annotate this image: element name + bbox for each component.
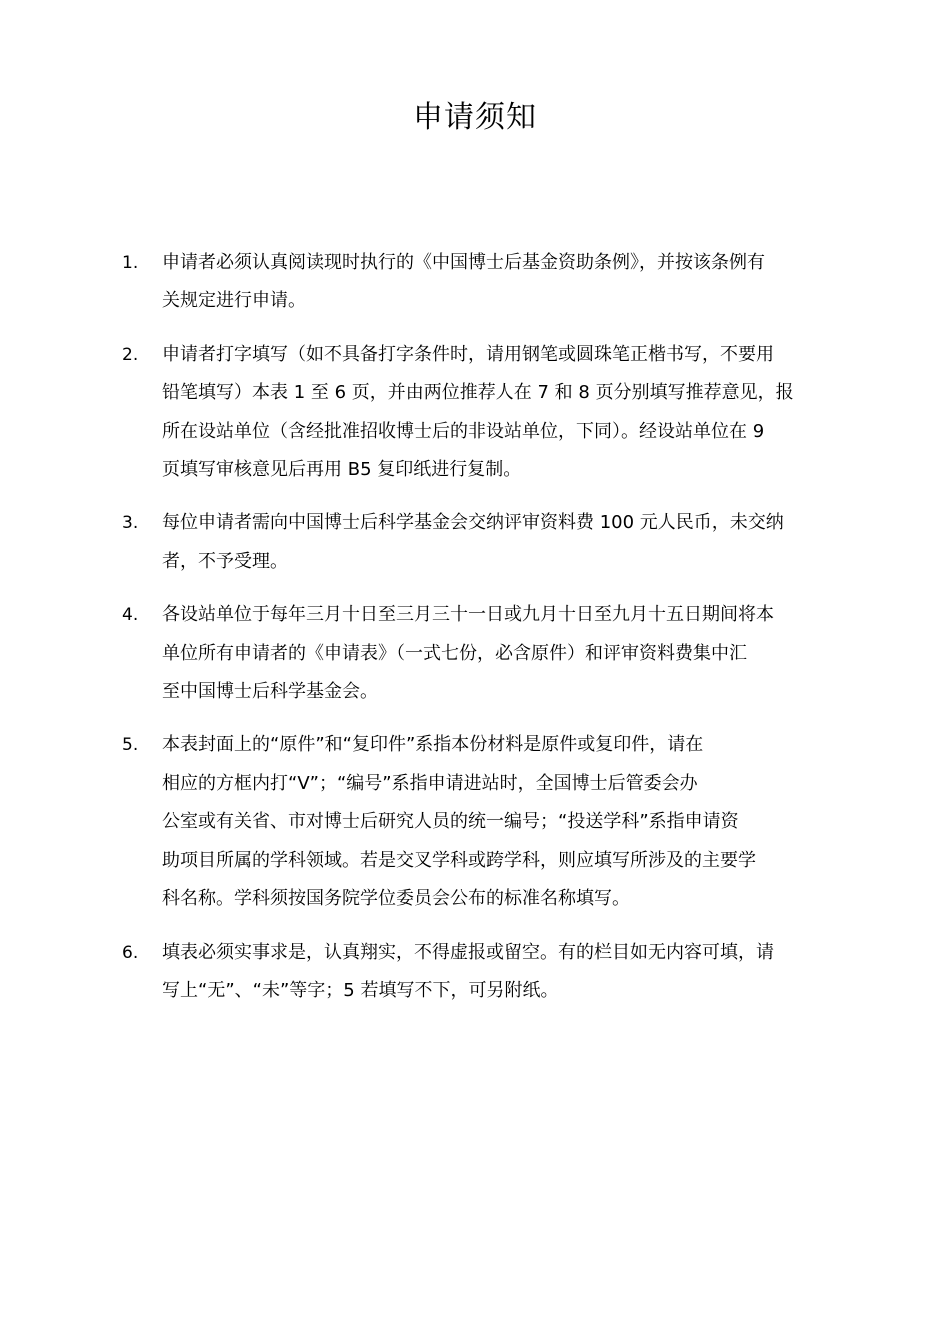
page-title: 申请须知	[413, 100, 537, 135]
list-item	[122, 726, 882, 918]
item-text-line: 单位所有申请者的《申请表》（一式七份，必含原件）和评审资料费集中汇	[162, 642, 747, 664]
instruction-list	[122, 244, 882, 1025]
item-number: 1.	[122, 253, 139, 273]
list-item	[122, 596, 882, 711]
item-text-line: 各设站单位于每年三月十日至三月三十一日或九月十日至九月十五日期间将本	[162, 604, 774, 626]
item-text-line: 写上“无”、“未”等字；5 若填写不下，可另附纸。	[162, 979, 559, 1001]
item-text-line: 申请者打字填写（如不具备打字条件时，请用钢笔或圆珠笔正楷书写，不要用	[162, 343, 774, 365]
item-number: 2.	[122, 344, 139, 365]
item-text-line: 至中国博士后科学基金会。	[162, 681, 378, 703]
item-number: 3.	[122, 513, 139, 534]
item-text-line: 填表必须实事求是，认真翔实，不得虚报或留空。有的栏目如无内容可填，请	[162, 941, 774, 963]
item-text-line: 每位申请者需向中国博士后科学基金会交纳评审资料费 100 元人民币，未交纳	[162, 512, 784, 534]
item-text-line: 公室或有关省、市对博士后研究人员的统一编号；“投送学科”系指申请资	[162, 811, 739, 833]
list-item	[122, 934, 882, 1011]
list-item	[122, 504, 882, 581]
item-number: 5.	[122, 735, 139, 756]
item-text-line: 所在设站单位（含经批准招收博士后的非设站单位，下同）。经设站单位在 9	[162, 420, 765, 442]
item-text-line: 页填写审核意见后再用 B5 复印纸进行复制。	[162, 459, 522, 481]
item-text-line: 本表封面上的“原件”和“复印件”系指本份材料是原件或复印件，请在	[162, 734, 704, 756]
item-text-line: 关规定进行申请。	[162, 290, 306, 312]
list-item	[122, 336, 882, 490]
item-text-line: 者，不予受理。	[162, 550, 288, 572]
item-text-line: 申请者必须认真阅读现时执行的《中国博士后基金资助条例》，并按该条例有	[162, 252, 765, 273]
item-number: 4.	[122, 605, 139, 626]
item-text-line: 科名称。学科须按国务院学位委员会公布的标准名称填写。	[162, 888, 630, 910]
item-number: 6.	[122, 942, 139, 963]
item-text-line: 铅笔填写）本表 1 至 6 页，并由两位推荐人在 7 和 8 页分别填写推荐意见，报	[162, 382, 794, 404]
list-item	[122, 244, 882, 321]
item-text-line: 助项目所属的学科领域。若是交叉学科或跨学科，则应填写所涉及的主要学	[162, 849, 756, 871]
item-text-line: 相应的方框内打“V”；“编号”系指申请进站时，全国博士后管委会办	[162, 772, 698, 794]
